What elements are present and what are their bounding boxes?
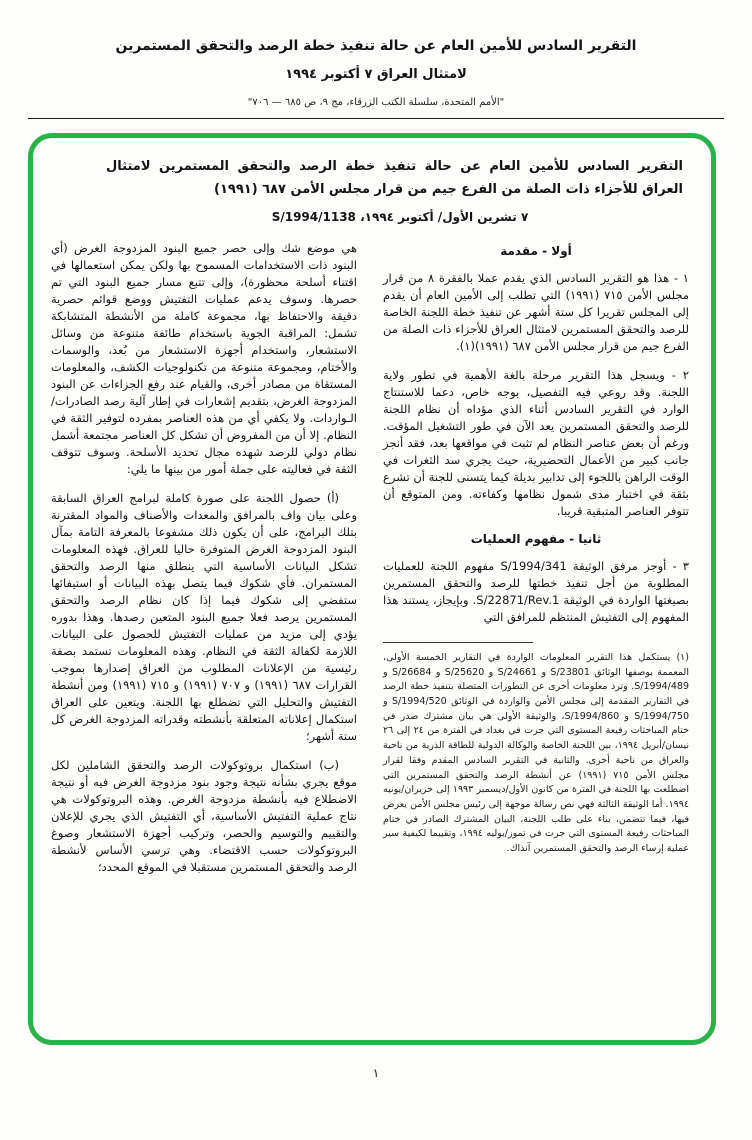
footnote bbox=[383, 651, 689, 857]
paragraph-1: ١ - هذا هو التقرير السادس الذي يقدم عملا بالفقرة ٨ من قرار مجلس الأمن ٧١٥ (١٩٩١) التي تطلب إلى الأمين العام أن يقدم إلى المجلس تقريرا كل ستة أشهر عن تنفيذ خطة اللجنة الخاصة للرصد والتحقق المستمرين لامتثال العراق للأجزاء ذات الصلة من الفرع جيم من قرار مجلس الأمن ٦٨٧ (١٩٩١)(١). bbox=[383, 270, 690, 353]
paragraph-3-continued: هي موضع شك وإلى حصر جميع البنود المزدوجة الغرض (أي البنود ذات الاستخدامات المسموح بها ولكن يمكن استعمالها في اقتناء أسلحة محظورة)، وإلى تتبع مسار جميع البنود التي تم حصرها. وسوف يدعم عمليات التفتيش ووضع قوائم حصرية دقيقة والاحتفاظ بها، مجموعة كاملة من الأنشطة المتشابكة تشمل: المراقبة الجوية باستخدام طائفة متنوعة من وسائل الاستشعار، واستخدام أجهزة الاستشعار من بُعد، والوسمات والأختام، ومجموعة متنوعة من تكنولوجيات الكشف، والمعلومات المستقاة من مصادر أخرى، والقيام عند رفع الجزاءات عن البنود المزدوجة الغرض، بتقديم إشعارات في إطار آلية رصد الصادرات/الـواردات. ولا يكفي أي من هذه العناصر بمفرده لتوفير الثقة في النظام. إلا أن من المفروض أن تشكل كل العناصر مجتمعة أشمل نظام دولي للرصد شهده مجال تحديد الأسلحة. وسوف تتوقف الثقة في فعاليته على جملة أمور من بينها ما يلي: bbox=[51, 240, 357, 476]
section-heading-concept-of-operations: ثانيا - مفهوم العمليات bbox=[470, 531, 602, 546]
paragraph-2: ٢ - ويسجل هذا التقرير مرحلة بالغة الأهمية في تطور ولاية اللجنة. وقد روعي فيه التفصيل، بوجه خاص، دعما للاستنتاج الوارد في التقرير السادس أثناء الذي مؤداه أن نظام اللجنة للرصد والتحقق المستمرين يعد الآن في طور التشغيل المؤقت. ورغم أن بعض عناصر النظام لم تثبت في مواقعها بعد، فقد أنجز جانب كبير من الأعمال التحضيرية، حيث يجري سد الثغرات في الوقت الراهن باللجوء إلى تدابير بديلة كيما يتسنى للجنة أن تشرع بثقة في اختبار مدى شمول نظامها وكفاءته. ومن المتوقع أن تتوفر العناصر المتبقية قريبا. bbox=[383, 367, 689, 518]
column-right bbox=[383, 240, 689, 889]
content-frame bbox=[28, 133, 716, 1045]
list-item-a bbox=[51, 490, 357, 745]
footnote-text: يستكمل هذا التقرير المعلومات الواردة في التقارير الخمسة الأولى، المعممة بوصفها الوثائق S/23801 و S/24661 و S/25620 و S/26684 و S/1994/489. وترد معلومات أخرى عن التطورات المتصلة بتنفيذ خطة الرصد في التقارير المقدمة إلى مجلس الأمن والواردة في الوثائق S/1994/520 و S/1994/750 و S/1994/860، والوثيقة الأولى هي بيان مشترك صدر في ختام المباحثات رفيعة المستوى التي جرت في بغداد في الفترة من ٢٤ إلى ٢٦ نيسان/أبريل ١٩٩٤، بين اللجنة الخاصة والوكالة الدولية للطاقة الذرية من ناحية والعراق من ناحية أخرى. والثانية في التقرير السادس المقدم وفقا لقرار مجلس الأمن ٧١٥ (١٩٩١) عن أنشطة الرصد والتحقق المستمرين التي اضطلعت بها اللجنة في الفترة من كانون الأول/ديسمبر ١٩٩٣ إلى حزيران/يونيه ١٩٩٤. أما الوثيقة الثالثة فهي نص رسالة موجهة إلى رئيس مجلس الأمن يعرض فيها، فيما تتضمن، بناء على طلب اللجنة، البيان المشترك الصادر في ختام المباحثات رفيعة المستوى التي جرت في تموز/يوليه ١٩٩٤، وتقييما لكيفية سير عملية إرساء الرصد والتحقق المستمرين آنذاك. bbox=[383, 651, 690, 855]
page-header bbox=[0, 0, 752, 108]
footnote-marker: (١) bbox=[676, 651, 689, 663]
two-column-text bbox=[51, 240, 689, 889]
document-symbol-line: ٧ تشرين الأول/ أكتوبر ١٩٩٤، S/1994/1138 bbox=[271, 209, 529, 224]
list-item-a-marker: (أ) bbox=[326, 490, 340, 505]
list-item-b bbox=[51, 757, 357, 876]
page-number: ١ bbox=[372, 1066, 380, 1080]
section-heading-introduction: أولا - مقدمة bbox=[500, 243, 572, 258]
list-item-b-marker: (ب) bbox=[319, 757, 339, 772]
header-divider bbox=[28, 118, 724, 119]
document-title: التقرير السادس للأمين العام عن حالة تنفيذ خطة الرصد والتحقق المستمرين لامتثال العراق للأجزاء ذات الصلة من الفرع جيم من قرار مجلس الأمن ٦٨٧ (١٩٩١) bbox=[106, 159, 683, 197]
header-title-line1: التقرير السادس للأمين العام عن حالة تنفيذ خطة الرصد والتحقق المستمرين bbox=[115, 38, 637, 54]
paragraph-3: ٣ - أوجز مرفق الوثيقة S/1994/341 مفهوم اللجنة للعمليات المطلوبة من أجل تنفيذ خطتها للرصد والتحقق المستمرين بصيغتها الواردة في الوثيقة S/22871/Rev.1. وبإيجاز، يستند هذا المفهوم إلى التفتيش المنتظم للمرافق التي bbox=[383, 558, 690, 624]
source-citation: "الأمم المتحدة، سلسلة الكتب الزرقاء، مج ٩، ص ٦٨٥ — ٧٠٦" bbox=[247, 96, 505, 108]
list-item-a-text: حصول اللجنة على صورة كاملة لبرامج العراق السابقة وعلى بيان واف بالمرافق والمعدات والأصناف والمواد المقترنة بتلك البرامج، على أن يكون ذلك مشفوعا بالمعرفة التامة بمآل البنود المزدوجة الغرض المتوفرة حاليا للعراق. فهذه المعلومات تشكل البيانات الأساسية التي ينطلق منها الرصد والتحقق المستمران. فأي شكوك فيما يتصل بهذه البيانات أو استيفائها ستفضي إلى شكوك فيما إذا كان نظام الرصد والتحقق المستمرين يرصد فعلا جميع البنود المتعين رصدها. وهذا بدوره يؤدي إلى مزيد من عمليات التفتيش للحصول على البيانات اللازمة لكفالة الثقة في النظام. وهذه المعلومات تستمد بصفة رئيسية من الإعلانات المطلوب من العراق إصدارها بموجب القرارات ٦٨٧ (١٩٩١) و ٧٠٧ (١٩٩١) و ٧١٥ (١٩٩١) ومن أنشطة التفتيش والتحليل التي تضطلع بها اللجنة. ويتعين على العراق استكمال إعلاناته المتعلقة بأنشطته وقدراته المزدوجة الغرض كل ستة أشهر؛ bbox=[51, 490, 357, 743]
column-left bbox=[51, 240, 357, 889]
header-title-line2: لامتثال العراق ٧ أكتوبر ١٩٩٤ bbox=[285, 67, 467, 82]
footnote-separator bbox=[383, 642, 533, 643]
list-item-b-text: استكمال بروتوكولات الرصد والتحقق الشاملين لكل موقع يجري بشأنه نتيجة وجود بنود مزدوجة الغرض فيه أو نتيجة الاضطلاع فيه بأنشطة مزدوجة الغرض. وهذه البروتوكولات هي نتاج عملية التفتيش الأساسية، أي التفتيش الذي يجري للإعلان والتقييم والتوسيم والحصر، وتركيب أجهزة الاستشعار وصوغ البروتوكولات حسب الاقتضاء. وهي ترسي الأساس لأنشطة الرصد والتحقق المستمرين مستقبلا في الموقع المحدد؛ bbox=[51, 757, 357, 875]
